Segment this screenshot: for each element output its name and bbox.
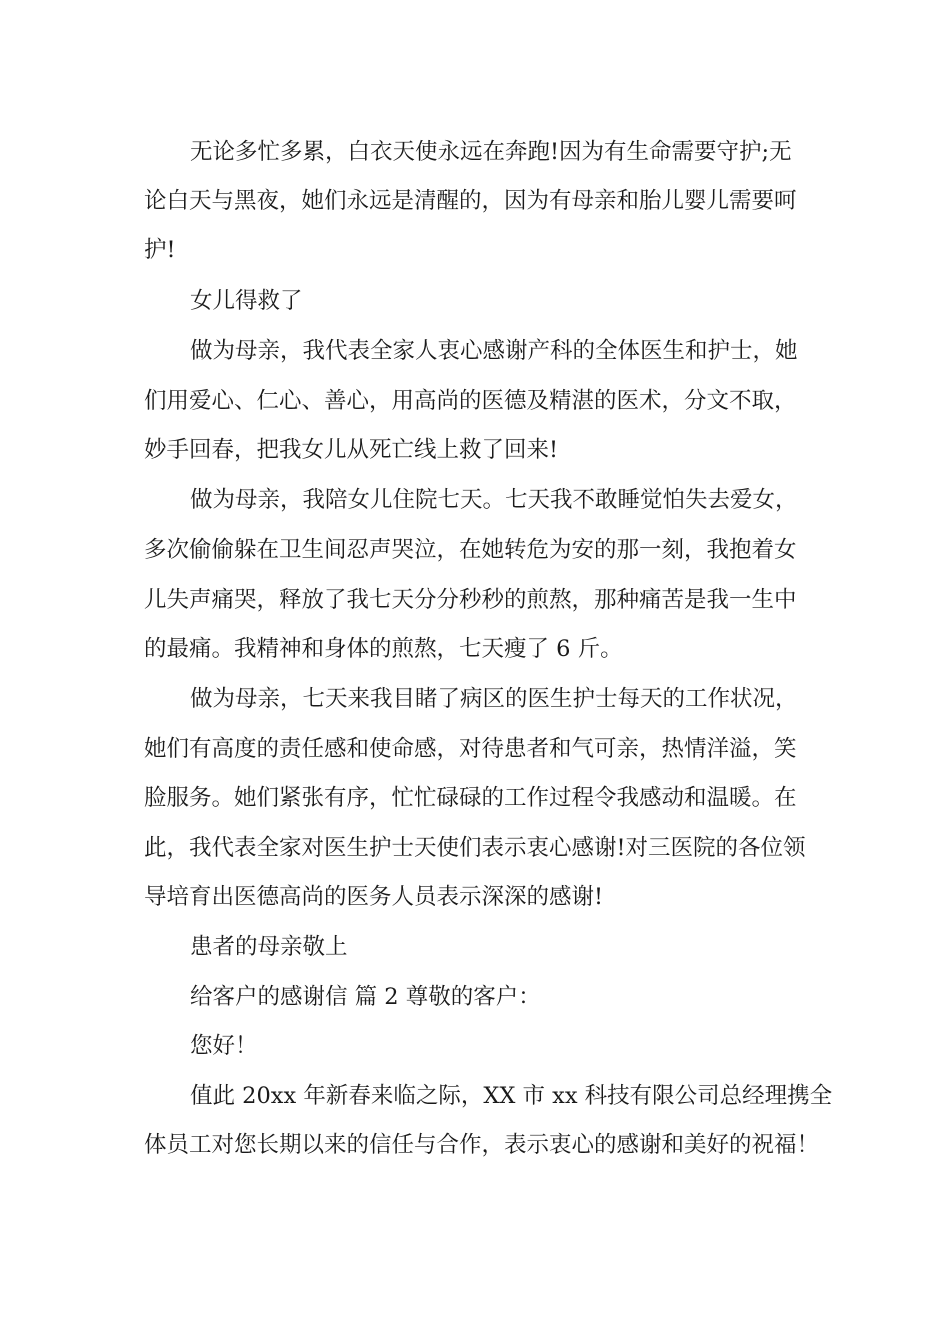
text-line: 论白天与黑夜，她们永远是清醒的，因为有母亲和胎儿婴儿需要呵 — [144, 188, 797, 214]
text-line: 的最痛。我精神和身体的煎熬，七天瘦了 6 斤。 — [144, 636, 623, 662]
greeting-line: 您好！ — [190, 1033, 258, 1059]
text-line: 脸服务。她们紧张有序，忙忙碌碌的工作过程令我感动和温暖。在 — [144, 785, 797, 811]
text-line: 此，我代表全家对医生护士天使们表示衷心感谢!对三医院的各位领 — [144, 835, 806, 861]
text-line: 妙手回春，把我女儿从死亡线上救了回来! — [144, 437, 559, 463]
text-line: 做为母亲，七天来我目睹了病区的医生护士每天的工作状况， — [190, 686, 798, 712]
text-line: 多次偷偷躲在卫生间忍声哭泣，在她转危为安的那一刻，我抱着女 — [144, 537, 797, 563]
text-line: 无论多忙多累，白衣天使永远在奔跑!因为有生命需要守护;无 — [190, 139, 792, 165]
signature-line: 患者的母亲敬上 — [190, 934, 348, 960]
text-line: 她们有高度的责任感和使命感，对待患者和气可亲，热情洋溢，笑 — [144, 736, 797, 762]
text-line: 做为母亲，我代表全家人衷心感谢产科的全体医生和护士，她 — [190, 338, 798, 364]
text-line: 值此 20xx 年新春来临之际，XX 市 xx 科技有限公司总经理携全 — [190, 1083, 833, 1109]
letter-heading: 给客户的感谢信 篇 2 尊敬的客户： — [190, 984, 541, 1010]
section-heading: 女儿得救了 — [190, 288, 303, 314]
text-line: 导培育出医德高尚的医务人员表示深深的感谢! — [144, 884, 604, 910]
text-line: 们用爱心、仁心、善心，用高尚的医德及精湛的医术，分文不取， — [144, 388, 797, 414]
text-line: 儿失声痛哭，释放了我七天分分秒秒的煎熬，那种痛苦是我一生中 — [144, 587, 797, 613]
text-line: 做为母亲，我陪女儿住院七天。七天我不敢睡觉怕失去爱女， — [190, 487, 798, 513]
text-line: 护! — [144, 237, 176, 263]
text-line: 体员工对您长期以来的信任与合作，表示衷心的感谢和美好的祝福！ — [144, 1132, 820, 1158]
